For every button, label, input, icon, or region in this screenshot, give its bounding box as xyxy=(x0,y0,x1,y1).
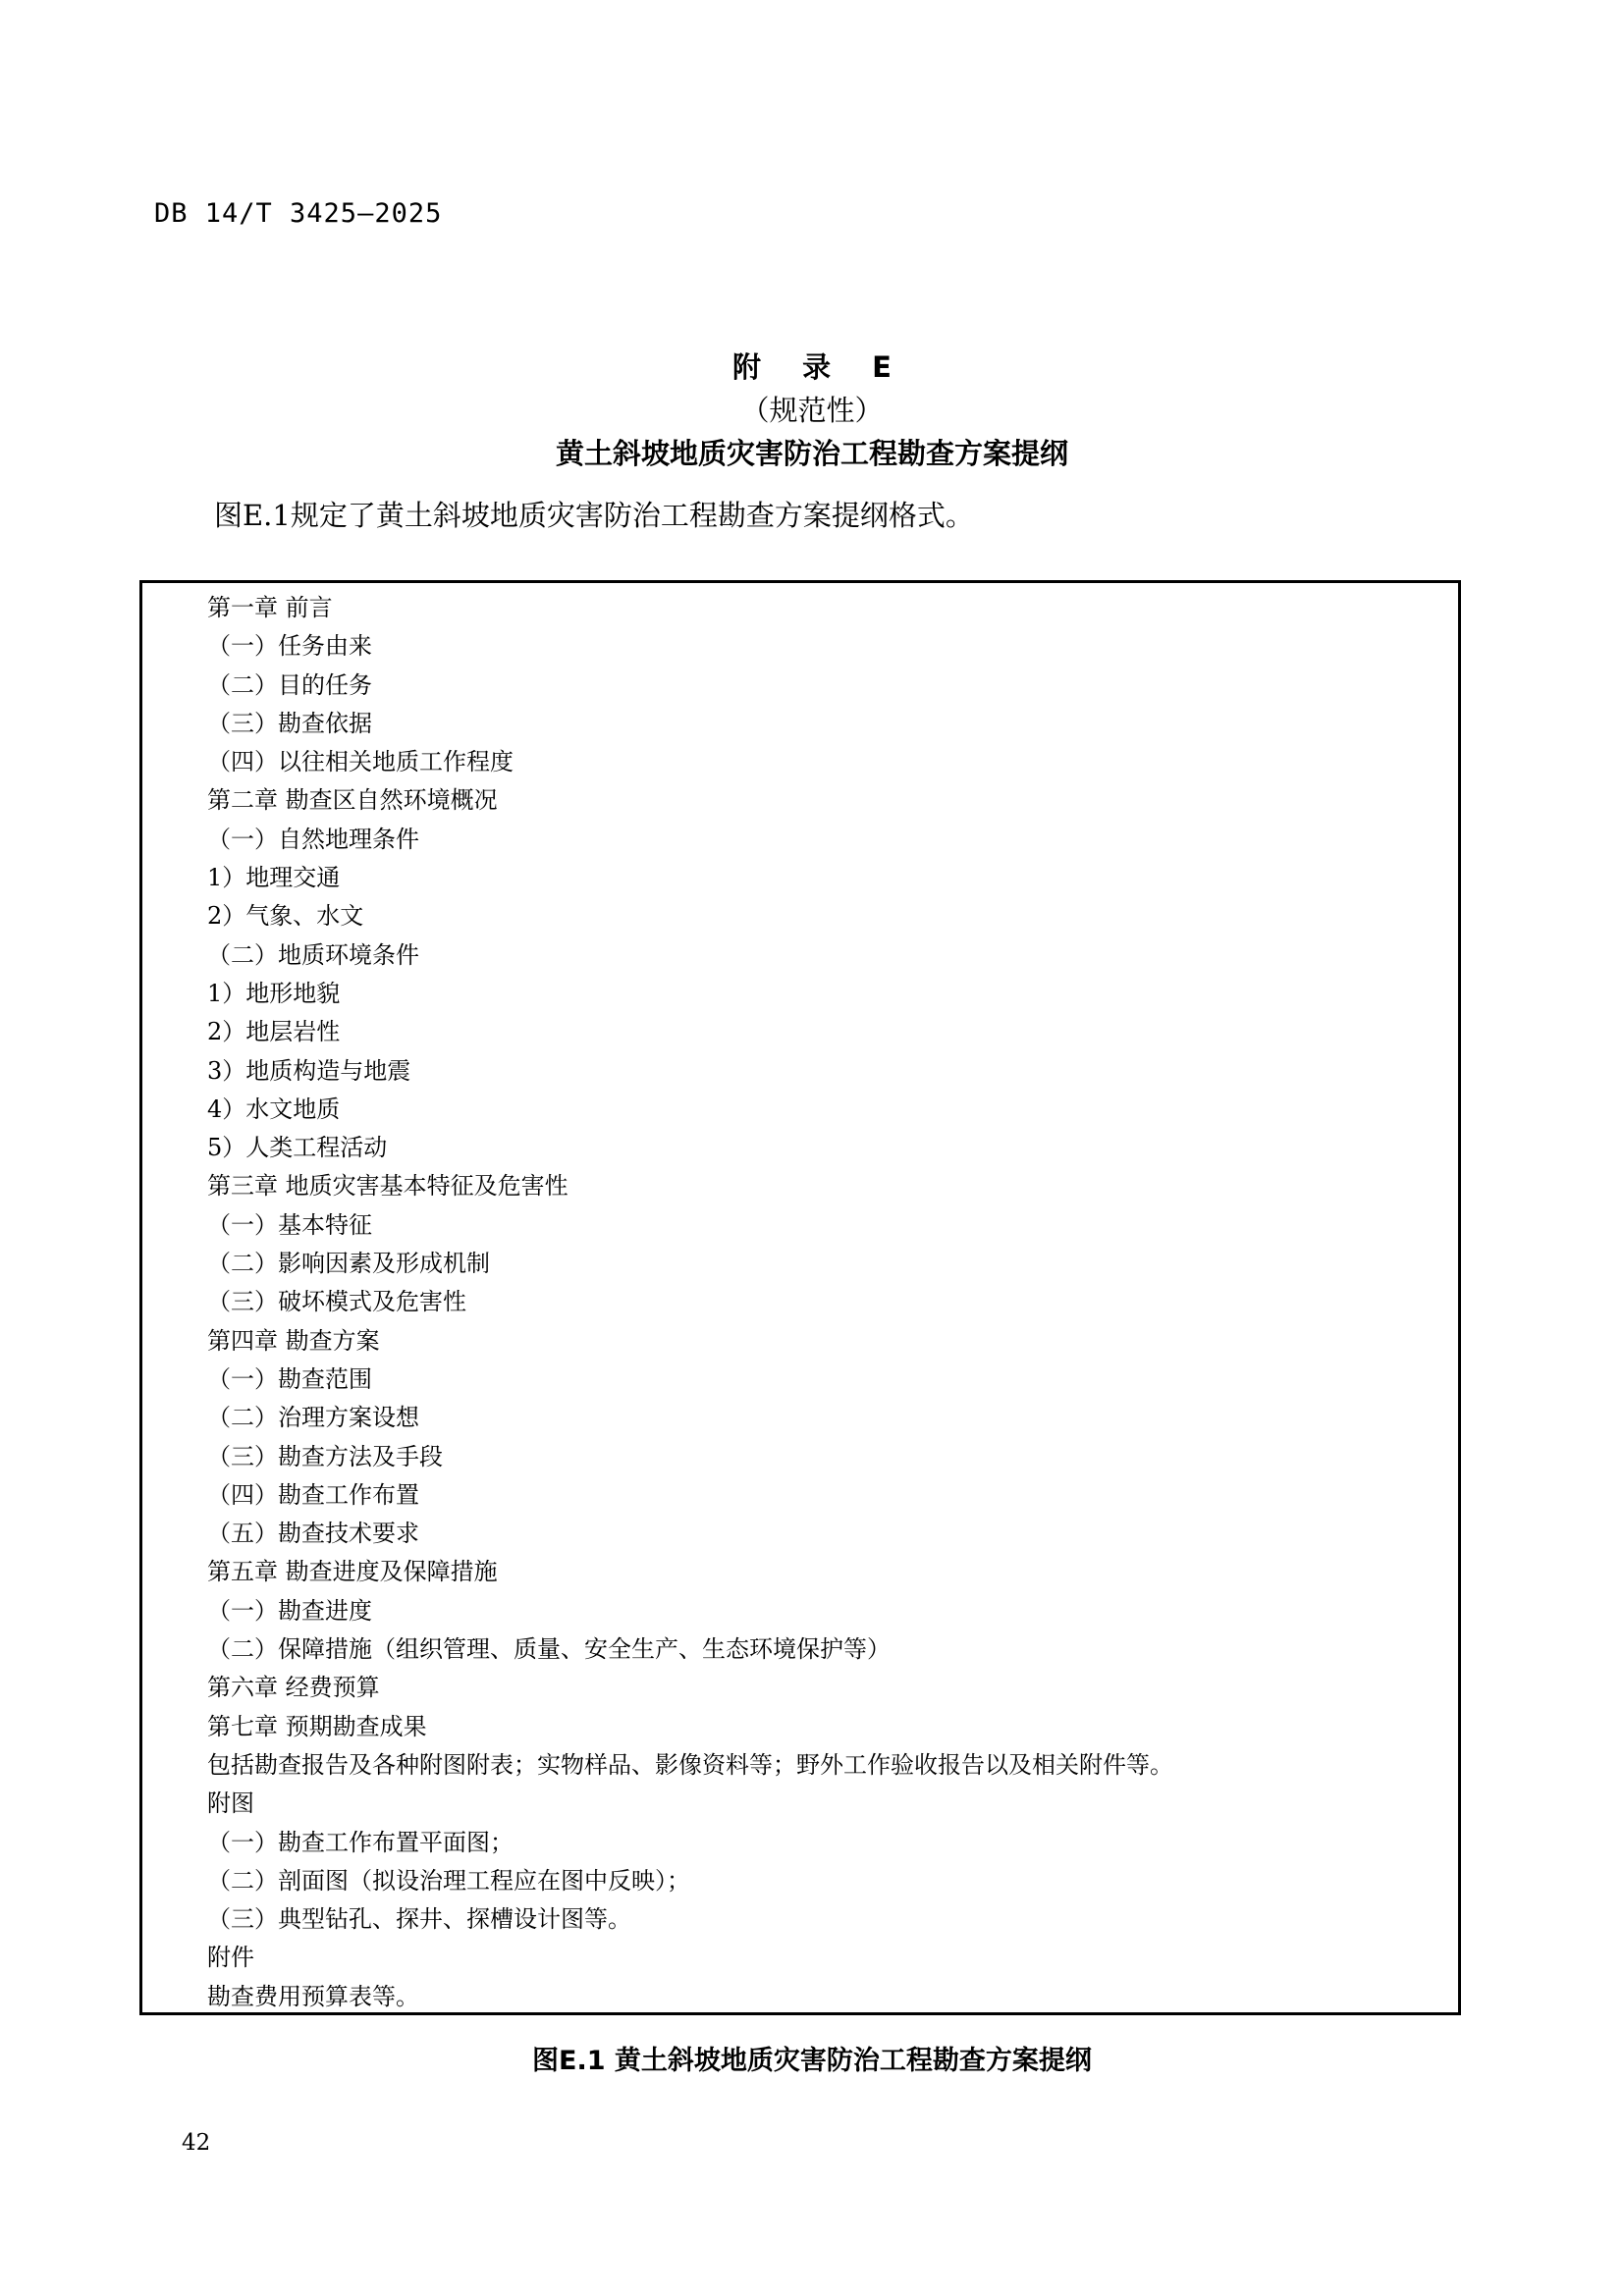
outline-line: 第一章 前言 xyxy=(207,594,333,621)
outline-line: （二）保障措施（组织管理、质量、安全生产、生态环境保护等） xyxy=(207,1635,891,1664)
outline-list xyxy=(207,589,1173,2016)
outline-line: 2）气象、水文 xyxy=(207,902,364,931)
outline-line: 第三章 地质灾害基本特征及危害性 xyxy=(207,1172,568,1201)
outline-box xyxy=(139,580,1461,2015)
outline-line: （一）自然地理条件 xyxy=(207,825,419,853)
outline-line: 包括勘查报告及各种附图附表；实物样品、影像资料等；野外工作验收报告以及相关附件等。 xyxy=(207,1750,1173,1779)
outline-line: 3）地质构造与地震 xyxy=(207,1056,411,1085)
outline-line: （一）勘查进度 xyxy=(207,1596,372,1625)
outline-line: （三）典型钻孔、探井、探槽设计图等。 xyxy=(207,1905,631,1934)
outline-line: （二）目的任务 xyxy=(207,670,372,699)
appendix-name: 黄土斜坡地质灾害防治工程勘查方案提纲 xyxy=(555,437,1068,470)
appendix-type: （规范性） xyxy=(740,394,884,427)
outline-line: 附件 xyxy=(207,1944,254,1972)
outline-line: （四）以往相关地质工作程度 xyxy=(207,748,514,776)
outline-line: 5）人类工程活动 xyxy=(207,1134,388,1162)
outline-line: 1）地形地貌 xyxy=(207,979,341,1007)
outline-line: （三）勘查依据 xyxy=(207,709,372,737)
outline-line: （三）破坏模式及危害性 xyxy=(207,1288,466,1316)
outline-line: （一）基本特征 xyxy=(207,1210,372,1239)
outline-line: （二）治理方案设想 xyxy=(207,1404,419,1432)
outline-line: （三）勘查方法及手段 xyxy=(207,1442,443,1470)
outline-line: 4）水文地质 xyxy=(207,1095,341,1123)
outline-line: 第四章 勘查方案 xyxy=(207,1326,380,1355)
figure-caption: 图E.1 黄土斜坡地质灾害防治工程勘查方案提纲 xyxy=(532,2046,1092,2076)
outline-line: （二）地质环境条件 xyxy=(207,940,419,969)
document-code: DB 14/T 3425—2025 xyxy=(154,198,443,229)
outline-line: 1）地理交通 xyxy=(207,864,341,892)
outline-line: 第五章 勘查进度及保障措施 xyxy=(207,1558,498,1586)
appendix-title: 附 录 E xyxy=(731,350,907,384)
outline-line: 第七章 预期勘查成果 xyxy=(207,1712,427,1740)
page-number: 42 xyxy=(182,2130,211,2156)
outline-line: （一）勘查范围 xyxy=(207,1364,372,1393)
outline-line: （二）影响因素及形成机制 xyxy=(207,1250,490,1278)
outline-line: 附图 xyxy=(207,1789,254,1818)
intro-paragraph: 图E.1规定了黄土斜坡地质灾害防治工程勘查方案提纲格式。 xyxy=(214,499,974,532)
outline-line: （二）剖面图（拟设治理工程应在图中反映）； xyxy=(207,1866,690,1895)
outline-line: （一）任务由来 xyxy=(207,632,372,661)
outline-line: （四）勘查工作布置 xyxy=(207,1480,419,1509)
outline-line: 第六章 经费预算 xyxy=(207,1674,380,1702)
outline-line: 勘查费用预算表等。 xyxy=(207,1982,419,2010)
outline-line: （一）勘查工作布置平面图； xyxy=(207,1828,514,1856)
outline-line: 2）地层岩性 xyxy=(207,1018,341,1046)
outline-line: （五）勘查技术要求 xyxy=(207,1520,419,1548)
outline-line: 第二章 勘查区自然环境概况 xyxy=(207,786,498,815)
